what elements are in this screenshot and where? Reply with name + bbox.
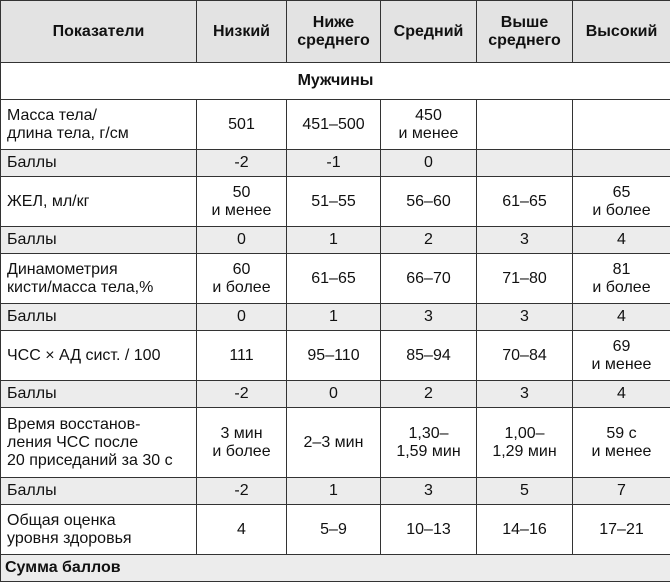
- table-cell: 14–16: [477, 505, 573, 555]
- points-row: [1, 478, 670, 505]
- metric-row: [1, 254, 670, 304]
- table-cell: -2: [197, 478, 287, 505]
- table-cell: 70–84: [477, 331, 573, 381]
- row-label: Баллы: [1, 227, 197, 254]
- metric-row: [1, 408, 670, 478]
- table-cell: 61–65: [477, 177, 573, 227]
- table-cell: 1,30– 1,59 мин: [381, 408, 477, 478]
- table-cell: 450 и менее: [381, 100, 477, 150]
- row-label: Баллы: [1, 478, 197, 505]
- points-row: [1, 304, 670, 331]
- table-cell: 1: [287, 478, 381, 505]
- sum-label: Сумма баллов: [1, 555, 670, 582]
- points-row: [1, 381, 670, 408]
- table-cell: -2: [197, 381, 287, 408]
- row-label: Баллы: [1, 381, 197, 408]
- metric-row: [1, 505, 670, 555]
- table-cell: 1: [287, 227, 381, 254]
- table-cell: -1: [287, 150, 381, 177]
- table-cell: 3: [381, 478, 477, 505]
- table-cell: 2: [381, 227, 477, 254]
- table-cell: 0: [381, 150, 477, 177]
- table-cell: 66–70: [381, 254, 477, 304]
- row-label: Масса тела/ длина тела, г/см: [1, 100, 197, 150]
- table-cell: 95–110: [287, 331, 381, 381]
- table-cell: 61–65: [287, 254, 381, 304]
- table-cell: 7: [573, 478, 670, 505]
- table-cell: 4: [573, 227, 670, 254]
- table-cell: 4: [573, 304, 670, 331]
- table-cell: 1,00– 1,29 мин: [477, 408, 573, 478]
- table-cell: 0: [197, 304, 287, 331]
- row-label: Общая оценка уровня здоровья: [1, 505, 197, 555]
- table-cell: 501: [197, 100, 287, 150]
- table-cell: -2: [197, 150, 287, 177]
- table-cell: 10–13: [381, 505, 477, 555]
- table-cell: 50 и менее: [197, 177, 287, 227]
- metric-row: [1, 331, 670, 381]
- table-cell: [573, 100, 670, 150]
- table-cell: [573, 150, 670, 177]
- table-cell: 2: [381, 381, 477, 408]
- metric-row: [1, 100, 670, 150]
- section-row: [1, 63, 670, 100]
- table-cell: 3: [381, 304, 477, 331]
- table-cell: 2–3 мин: [287, 408, 381, 478]
- table-cell: 59 с и менее: [573, 408, 670, 478]
- row-label: ЧСС × АД сист. / 100: [1, 331, 197, 381]
- column-header: Высокий: [573, 1, 670, 63]
- column-header: Выше среднего: [477, 1, 573, 63]
- table-cell: 17–21: [573, 505, 670, 555]
- table-cell: 0: [287, 381, 381, 408]
- table-cell: 69 и менее: [573, 331, 670, 381]
- row-label: Баллы: [1, 304, 197, 331]
- sum-row: [1, 555, 670, 582]
- table-cell: 3 мин и более: [197, 408, 287, 478]
- table-cell: 5: [477, 478, 573, 505]
- row-label: Время восстанов- ления ЧСС после 20 приседаний за 30 с: [1, 408, 197, 478]
- column-header: Низкий: [197, 1, 287, 63]
- table-cell: 71–80: [477, 254, 573, 304]
- table-cell: 5–9: [287, 505, 381, 555]
- row-label: Динамометрия кисти/масса тела,%: [1, 254, 197, 304]
- table-cell: 4: [197, 505, 287, 555]
- table-cell: 60 и более: [197, 254, 287, 304]
- table-cell: 3: [477, 381, 573, 408]
- table-cell: 451–500: [287, 100, 381, 150]
- column-header: Показатели: [1, 1, 197, 63]
- row-label: Баллы: [1, 150, 197, 177]
- table-cell: 85–94: [381, 331, 477, 381]
- table-cell: [477, 150, 573, 177]
- column-header: Средний: [381, 1, 477, 63]
- header-row: [1, 1, 670, 63]
- table-cell: 81 и более: [573, 254, 670, 304]
- table-cell: 56–60: [381, 177, 477, 227]
- column-header: Ниже среднего: [287, 1, 381, 63]
- table-cell: 51–55: [287, 177, 381, 227]
- table-cell: 3: [477, 304, 573, 331]
- table-cell: 3: [477, 227, 573, 254]
- table-cell: [477, 100, 573, 150]
- metric-row: [1, 177, 670, 227]
- table-cell: 0: [197, 227, 287, 254]
- table-cell: 1: [287, 304, 381, 331]
- table-cell: 111: [197, 331, 287, 381]
- section-title: Мужчины: [1, 63, 670, 100]
- points-row: [1, 150, 670, 177]
- row-label: ЖЕЛ, мл/кг: [1, 177, 197, 227]
- table-cell: 4: [573, 381, 670, 408]
- table-cell: 65 и более: [573, 177, 670, 227]
- points-row: [1, 227, 670, 254]
